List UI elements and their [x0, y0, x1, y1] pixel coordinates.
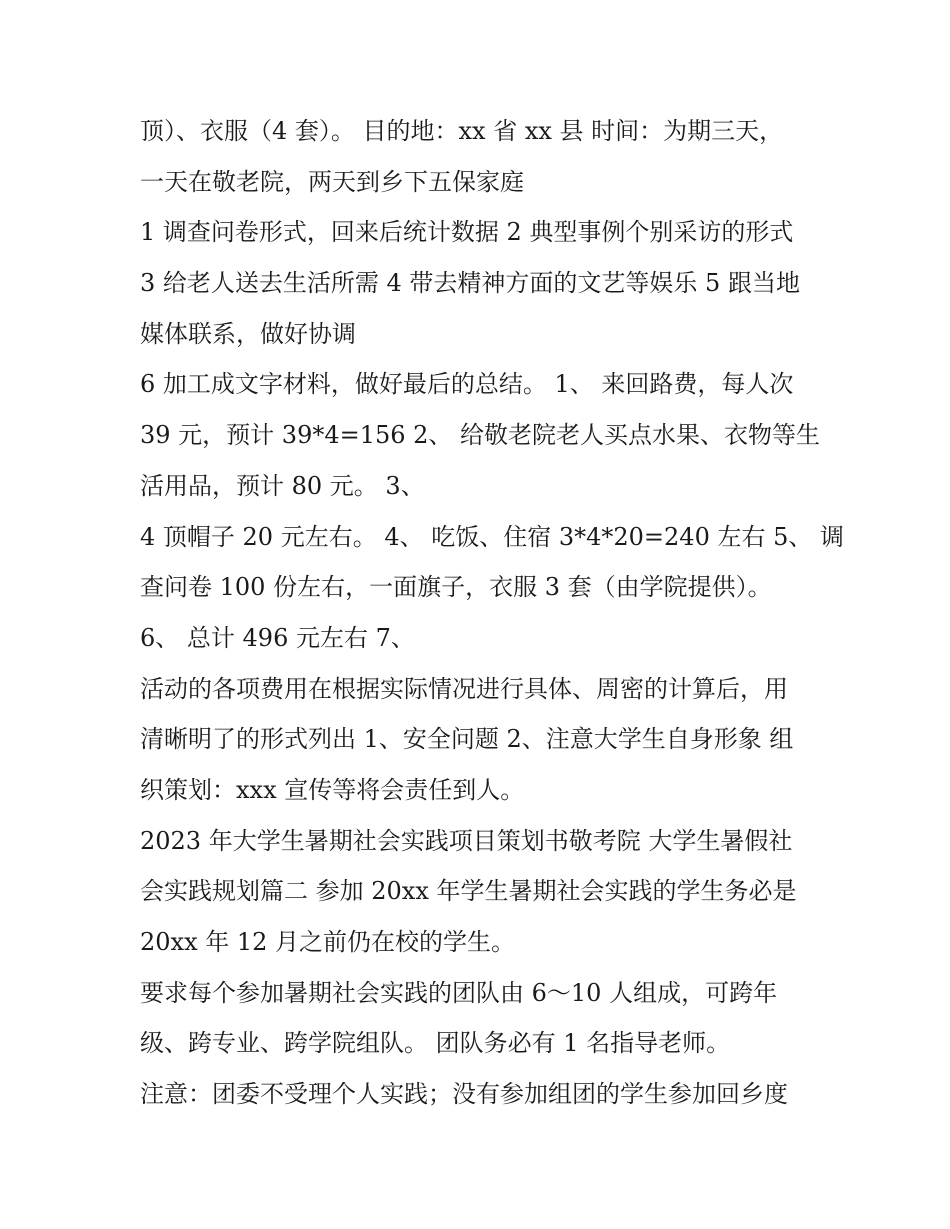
text-line: 活用品，预计 80 元。 3、 [140, 471, 425, 500]
text-line: 一天在敬老院，两天到乡下五保家庭 [140, 167, 524, 196]
text-line: 2023 年大学生暑期社会实践项目策划书敬考院 大学生暑假社 [140, 826, 793, 855]
text-line: 39 元，预计 39*4=156 2、 给敬老院老人买点水果、衣物等生 [140, 421, 821, 450]
text-line: 会实践规划篇二 参加 20xx 年学生暑期社会实践的学生务必是 [140, 877, 797, 906]
text-line: 6 加工成文字材料，做好最后的总结。 1、 来回路费，每人次 [140, 370, 794, 399]
text-line: 织策划：xxx 宣传等将会责任到人。 [140, 775, 525, 804]
text-line: 6、 总计 496 元左右 7、 [140, 623, 415, 652]
text-line: 注意：团委不受理个人实践；没有参加组团的学生参加回乡度 [140, 1080, 788, 1109]
text-line: 级、跨专业、跨学院组队。 团队务必有 1 名指导老师。 [140, 1029, 731, 1058]
text-line: 媒体联系，做好协调 [140, 319, 356, 348]
text-line: 查问卷 100 份左右，一面旗子，衣服 3 套（由学院提供）。 [140, 573, 772, 602]
text-line: 4 顶帽子 20 元左右。 4、 吃饭、住宿 3*4*20=240 左右 5、 调 [140, 522, 845, 551]
text-line: 活动的各项费用在根据实际情况进行具体、周密的计算后，用 [140, 674, 788, 703]
text-line: 清晰明了的形式列出 1、安全问题 2、注意大学生自身形象 组 [140, 725, 794, 754]
text-line: 3 给老人送去生活所需 4 带去精神方面的文艺等娱乐 5 跟当地 [140, 269, 800, 298]
text-line: 顶）、衣服（4 套）。 目的地：xx 省 xx 县 时间：为期三天， [140, 117, 784, 145]
text-line: 要求每个参加暑期社会实践的团队由 6～10 人组成，可跨年 [140, 978, 778, 1007]
text-line: 20xx 年 12 月之前仍在校的学生。 [140, 928, 516, 956]
text-line: 1 调查问卷形式，回来后统计数据 2 典型事例个别采访的形式 [140, 218, 794, 247]
document-body [140, 106, 845, 1120]
